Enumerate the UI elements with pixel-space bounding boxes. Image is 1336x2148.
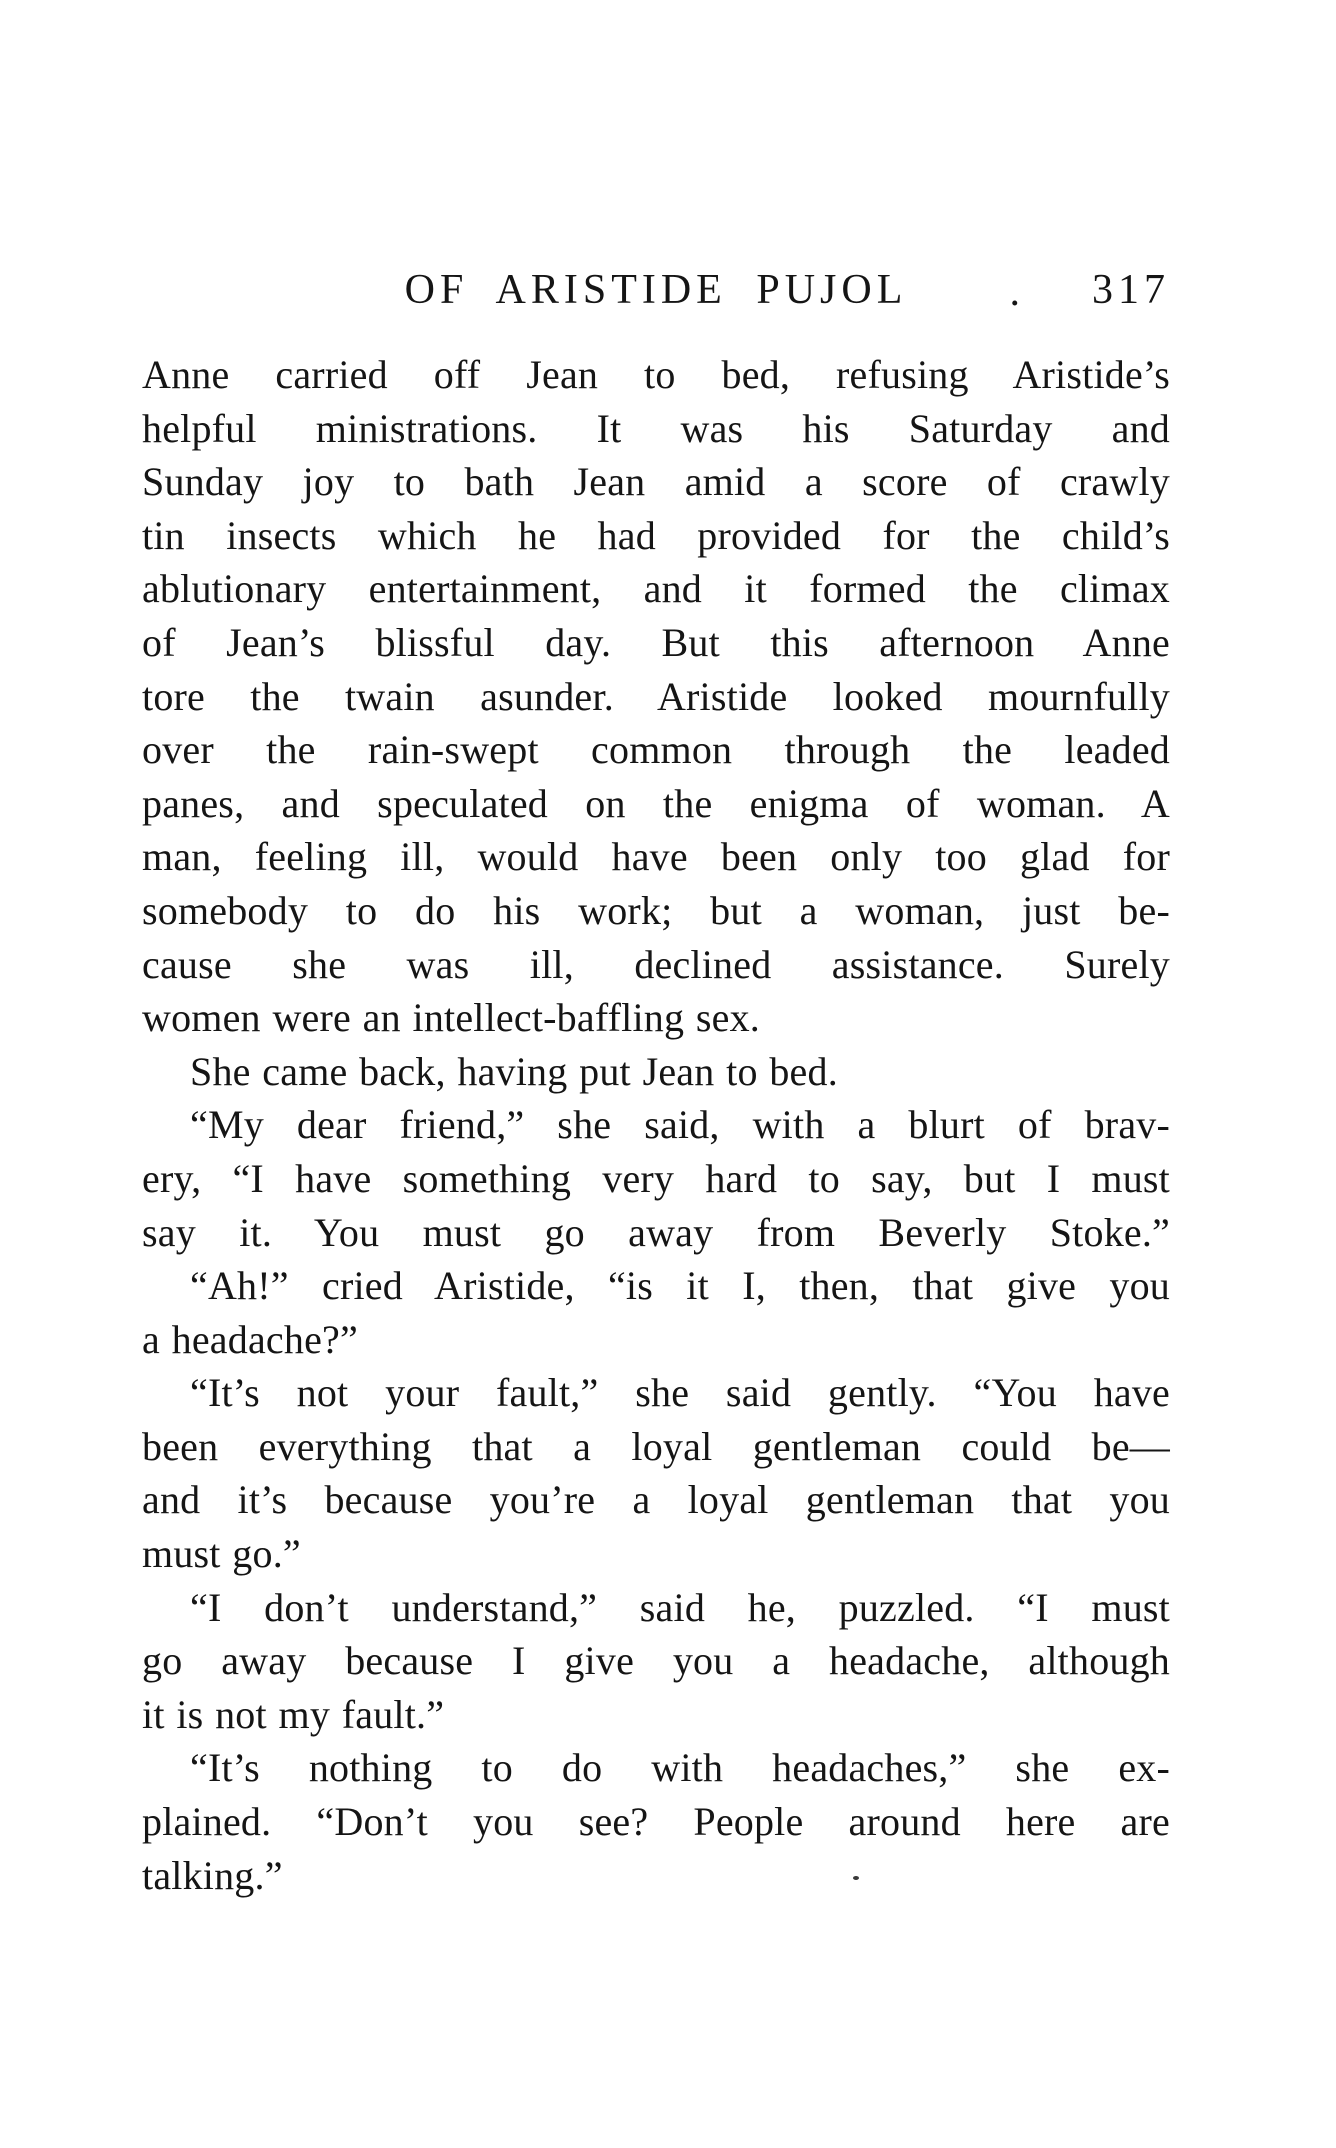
text-line: say it. You must go away from Beverly Stoke.” <box>142 1209 1170 1255</box>
text-line: Anne carried off Jean to bed, refusing Aristide’s <box>142 352 1170 397</box>
text-line: “My dear friend,” she said, with a blurt of brav- <box>190 1102 1170 1148</box>
text-line: women were an intellect-baffling sex. <box>142 995 760 1041</box>
text-line: ery, “I have something very hard to say, but I must <box>142 1155 1170 1201</box>
text-line: somebody to do his work; but a woman, just be- <box>142 887 1170 933</box>
running-header <box>142 264 1170 316</box>
text-line: cause she was ill, declined assistance. Surely <box>142 941 1170 987</box>
text-line: “I don’t understand,” said he, puzzled. “I must <box>190 1584 1170 1630</box>
text-line: tin insects which he had provided for the child’s <box>142 512 1170 558</box>
text-line: plained. “Don’t you see? People around here are <box>142 1799 1170 1845</box>
text-line: man, feeling ill, would have been only too glad for <box>142 834 1170 880</box>
text-line: “It’s not your fault,” she said gently. “You have <box>190 1370 1170 1416</box>
header-title: OF ARISTIDE PUJOL <box>404 267 908 313</box>
text-line: of Jean’s blissful day. But this afternoon Anne <box>142 619 1170 665</box>
text-line: ablutionary entertainment, and it formed the climax <box>142 566 1170 612</box>
text-line: She came back, having put Jean to bed. <box>190 1048 838 1094</box>
text-line: must go.” <box>142 1531 301 1577</box>
page-number: 317 <box>1092 267 1170 313</box>
scan-speck-artifact <box>853 1876 859 1880</box>
text-line: helpful ministrations. It was his Saturday and <box>142 405 1170 451</box>
text-line: panes, and speculated on the enigma of woman. A <box>142 780 1170 826</box>
header-separator-dot: . <box>1009 269 1020 315</box>
text-line: a headache?” <box>142 1316 358 1362</box>
text-line: talking.” <box>142 1852 283 1898</box>
text-line: “Ah!” cried Aristide, “is it I, then, that give you <box>190 1263 1170 1309</box>
text-line: been everything that a loyal gentleman could be— <box>142 1423 1170 1469</box>
text-line: “It’s nothing to do with headaches,” she ex- <box>190 1745 1170 1791</box>
text-line: and it’s because you’re a loyal gentleman that you <box>142 1477 1170 1523</box>
text-line: tore the twain asunder. Aristide looked mournfully <box>142 673 1170 719</box>
text-line: go away because I give you a headache, although <box>142 1638 1170 1684</box>
text-line: over the rain-swept common through the leaded <box>142 727 1170 773</box>
body-text <box>142 348 1170 1902</box>
text-line: Sunday joy to bath Jean amid a score of crawly <box>142 459 1170 505</box>
text-line: it is not my fault.” <box>142 1691 445 1737</box>
